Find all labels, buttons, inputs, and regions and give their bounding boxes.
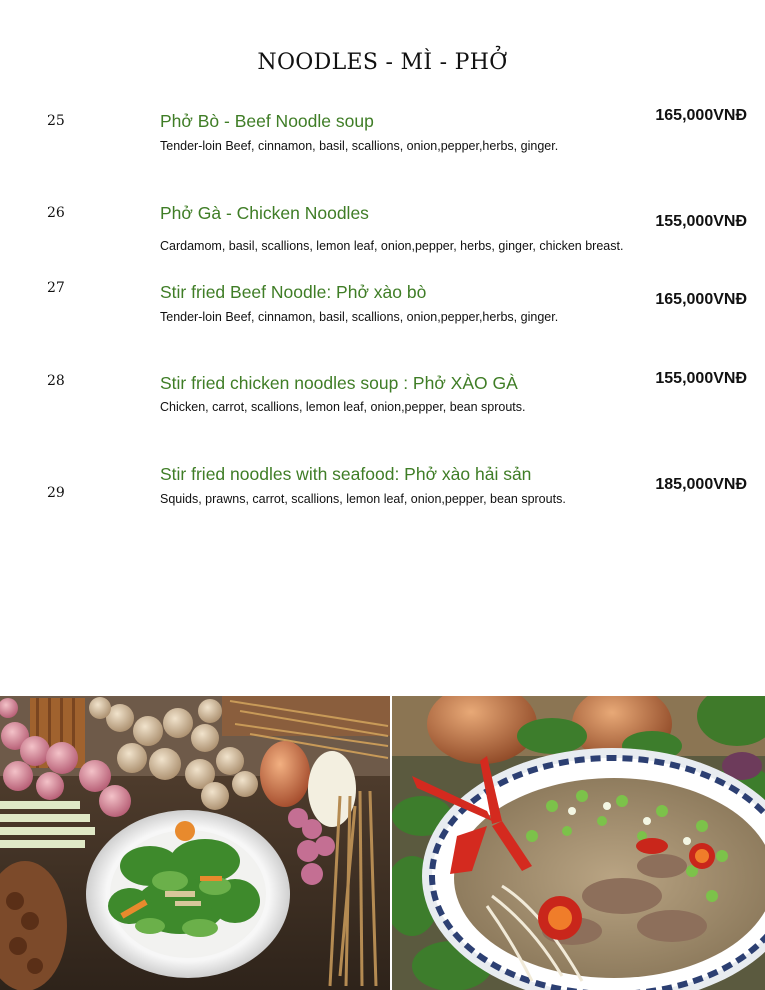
item-price: 185,000VNĐ (655, 476, 747, 493)
item-price: 165,000VNĐ (655, 291, 747, 308)
item-description: Tender-loin Beef, cinnamon, basil, scallions, onion,pepper,herbs, ginger. (160, 139, 559, 153)
item-description: Tender-loin Beef, cinnamon, basil, scallions, onion,pepper,herbs, ginger. (160, 310, 559, 324)
menu-title: NOODLES - MÌ - PHỞ (257, 50, 508, 75)
item-number: 29 (47, 485, 65, 501)
item-description: Squids, prawns, carrot, scallions, lemon leaf, onion,pepper, bean sprouts. (160, 492, 566, 506)
item-price: 165,000VNĐ (655, 107, 747, 124)
item-name: Stir fried noodles with seafood: Phở xào hải sản (160, 464, 532, 484)
item-number: 26 (47, 205, 65, 221)
item-number: 27 (47, 280, 65, 296)
item-number: 25 (47, 113, 65, 129)
item-name: Stir fried Beef Noodle: Phở xào bò (160, 282, 427, 302)
item-description: Chicken, carrot, scallions, lemon leaf, onion,pepper, bean sprouts. (160, 400, 526, 414)
item-price: 155,000VNĐ (655, 213, 747, 230)
item-name: Phở Gà - Chicken Noodles (160, 203, 369, 223)
salad-photo (0, 696, 390, 990)
item-description: Cardamom, basil, scallions, lemon leaf, onion,pepper, herbs, ginger, chicken breast. (160, 239, 624, 253)
pho-bowl-photo (392, 696, 765, 990)
item-price: 155,000VNĐ (655, 370, 747, 387)
item-name: Stir fried chicken noodles soup : Phở XÀO GÀ (160, 373, 518, 393)
item-number: 28 (47, 373, 65, 389)
item-name: Phở Bò - Beef Noodle soup (160, 111, 374, 131)
